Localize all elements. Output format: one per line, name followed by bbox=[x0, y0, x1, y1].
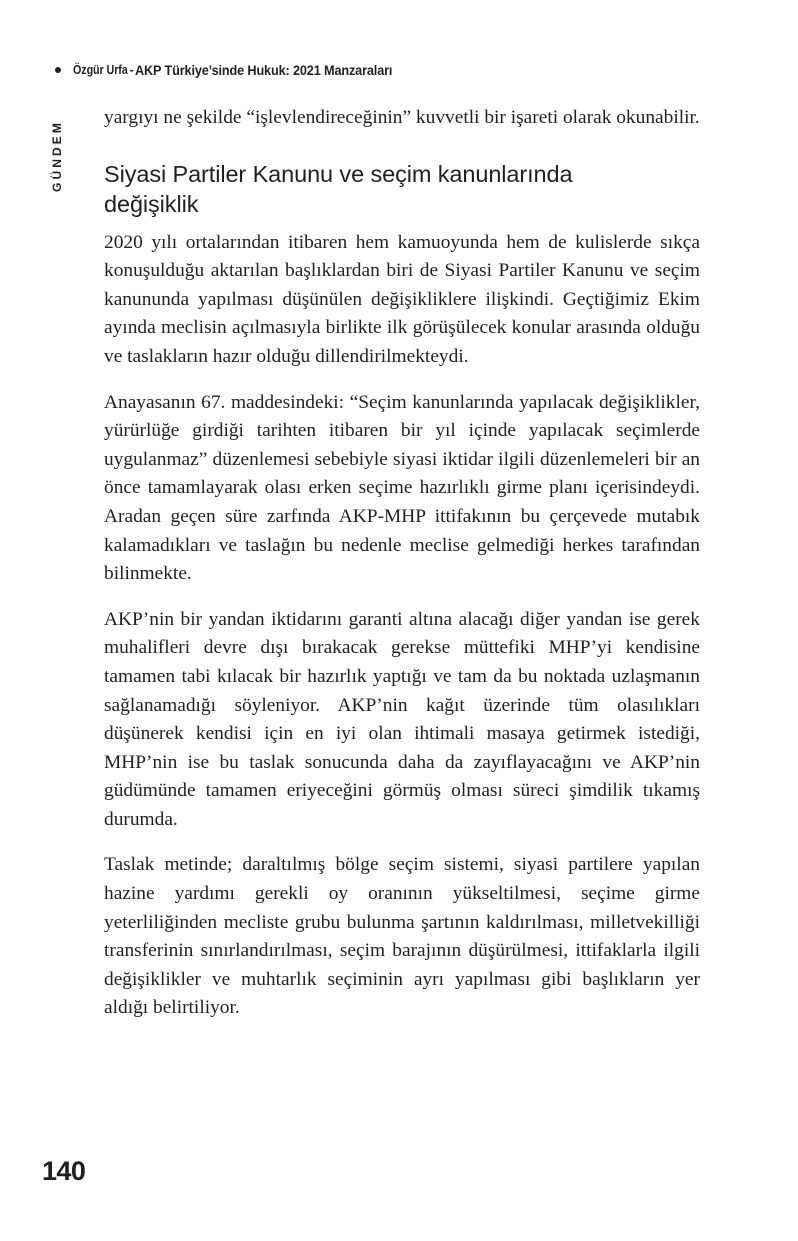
body-paragraph-2: Anayasanın 67. maddesindeki: “Seçim kanunlarında yapılacak değişiklikler, yürürlüğe girdiği tarihten itibaren bir yıl içinde yapılacak seçimlerde uygulanmaz” düzenlemesi sebebiyle siyasi iktidar ilgili düzenlemeleri bir an önce tamamlayarak olası erken seçime hazırlıklı girme planı içerisindeydi. Aradan geçen süre zarfında AKP-MHP ittifakının bu çerçevede mutabık kalamadıkları ve taslağın bu nedenle meclise gelmediği herkes tarafından bilinmekte. bbox=[104, 391, 700, 585]
running-head-title: AKP Türkiye’sinde Hukuk: 2021 Manzaraları bbox=[134, 62, 393, 78]
running-head-separator: - bbox=[129, 63, 134, 77]
section-tab bbox=[46, 96, 68, 216]
bullet-dot-icon bbox=[55, 67, 61, 73]
body-paragraph-1: 2020 yılı ortalarından itibaren hem kamuoyunda hem de kulislerde sıkça konuşulduğu aktarılan başlıklardan biri de Siyasi Partiler Kanunu ve seçim kanununda yapılması düşünülen değişikliklere ilişkindi. Geçtiğimiz Ekim ayında meclisin açılmasıyla birlikte ilk görüşülecek konular arasında olduğu ve taslakların hazır olduğu dillendirilmekteydi. bbox=[104, 231, 700, 367]
running-head bbox=[55, 60, 735, 80]
section-heading: Siyasi Partiler Kanunu ve seçim kanunlarında değişiklik bbox=[104, 160, 573, 217]
body-paragraph-4: Taslak metinde; daraltılmış bölge seçim sistemi, siyasi partilere yapılan hazine yardımı gerekli oy oranının yükseltilmesi, seçime girme yeterliliğinden mecliste grubu bulunma şartının kaldırılması, milletvekilliği transferinin sınırlandırılması, seçim barajının düşürülmesi, ittifaklarla ilgili değişiklikler ve muhtarlık seçiminin ayrı yapılması gibi başlıkların yer aldığı belirtiliyor. bbox=[104, 854, 700, 1019]
running-head-author: Özgür Urfa bbox=[73, 63, 128, 77]
section-tab-label: GÜNDEM bbox=[50, 120, 64, 192]
body-paragraph-3: AKP’nin bir yandan iktidarını garanti altına alacağı diğer yandan ise gerek muhalifleri devre dışı bırakacak gerekse müttefiki MHP’yi kendisine tamamen tabi kılacak bir hazırlık yaptığı ve tam da bu noktada uzlaşmanın sağlanamadığı söyleniyor. AKP’nin kağıt üzerinde tüm olasılıkları düşünerek kendisi için en iyi olan ihtimali masaya getirmek istediği, MHP’nin ise bu taslak sonucunda daha da zayıflayacağını ve AKP’nin güdümünde tamamen eriyeceğini görmüş olması süreci şimdilik tıkamış durumda. bbox=[104, 608, 700, 830]
text-column bbox=[104, 104, 700, 1023]
paragraph-continuation: yargıyı ne şekilde “işlevlendireceğinin” kuvvetli bir işareti olarak okunabilir. bbox=[104, 107, 700, 128]
page-number: 140 bbox=[42, 1156, 86, 1186]
